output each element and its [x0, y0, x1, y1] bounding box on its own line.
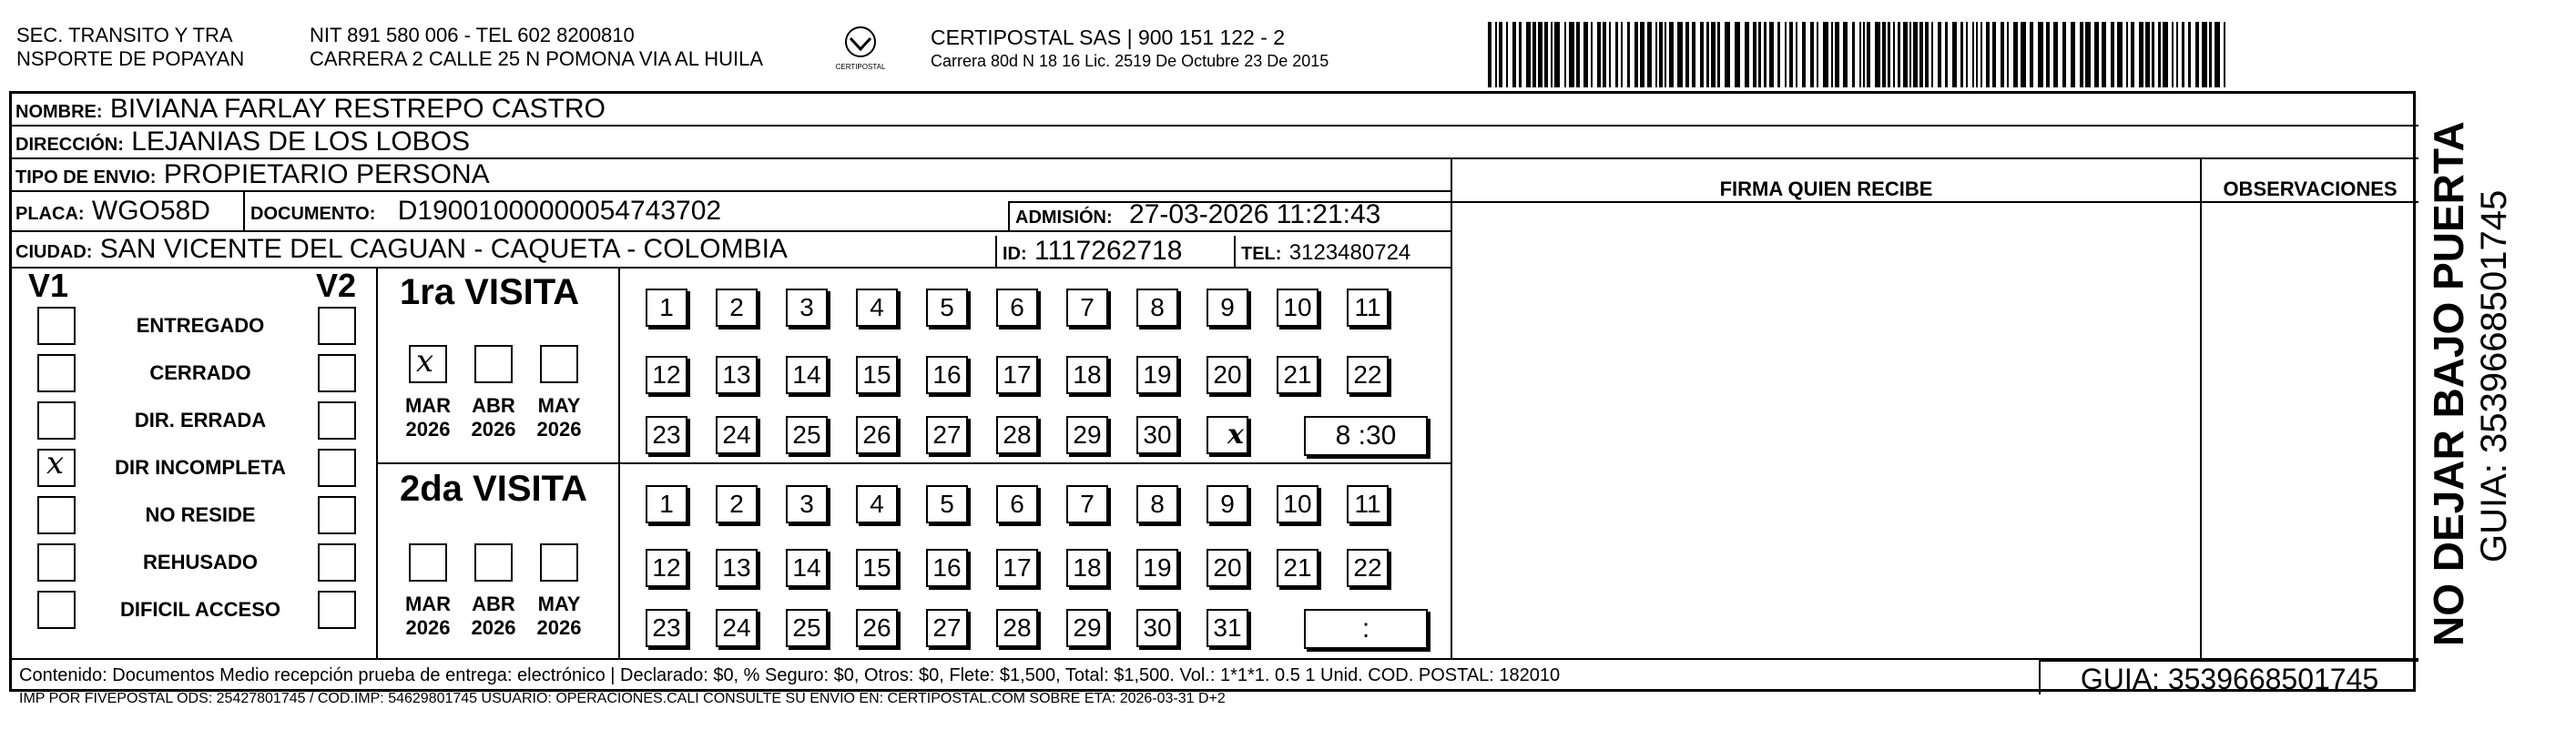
day-box[interactable]: 29: [1066, 609, 1108, 647]
day-box[interactable]: 22: [1347, 356, 1389, 394]
barcode-bar: [1576, 22, 1580, 87]
placa-divider: [243, 192, 245, 230]
day-box[interactable]: 28: [996, 609, 1038, 647]
month-year: 2026: [405, 418, 451, 441]
barcode-bar: [1551, 22, 1553, 87]
barcode-bar: [2013, 22, 2018, 87]
barcode-bar: [1976, 22, 1978, 87]
month-checkbox[interactable]: [474, 543, 513, 582]
barcode-bar: [1882, 22, 1886, 87]
day-box[interactable]: 10: [1277, 485, 1319, 523]
barcode-bar: [1764, 22, 1767, 87]
nombre-value: BIVIANA FARLAY RESTREPO CASTRO: [109, 94, 606, 124]
day-box[interactable]: 18: [1066, 549, 1108, 587]
sender-contact: [310, 24, 838, 71]
barcode-bar: [1802, 22, 1806, 87]
day-box[interactable]: 25: [786, 416, 828, 454]
barcode-bar: [1627, 22, 1630, 87]
barcode-bar: [1711, 22, 1716, 87]
v1-checkbox[interactable]: [37, 445, 76, 487]
barcode-bar: [1758, 22, 1761, 87]
day-box[interactable]: 14: [786, 549, 828, 587]
barcode-bar: [1544, 22, 1548, 87]
day-box[interactable]: 13: [716, 356, 758, 394]
day-box[interactable]: 14: [786, 356, 828, 394]
tel-value: 3123480724: [1288, 240, 1411, 265]
status-label: DIR. ERRADA: [134, 409, 267, 431]
day-box[interactable]: 25: [786, 609, 828, 647]
v1-checkbox[interactable]: [37, 307, 76, 345]
barcode-bar: [1526, 22, 1531, 87]
barcode-bar: [2102, 22, 2106, 87]
barcode-bar: [1499, 22, 1502, 87]
barcode-bar: [1831, 22, 1833, 87]
day-box[interactable]: 8: [1136, 289, 1178, 327]
day-box[interactable]: 6: [996, 289, 1038, 327]
barcode-bar: [1980, 22, 1982, 87]
month-year: 2026: [471, 418, 516, 441]
id-label: ID:: [1003, 244, 1027, 264]
day-box[interactable]: 11: [1347, 485, 1389, 523]
month-label: [468, 394, 519, 441]
barcode-bar: [1938, 22, 1941, 87]
barcode-bar: [1945, 22, 1948, 87]
ciudad-field: [15, 234, 788, 268]
barcode-bar: [1769, 22, 1774, 87]
barcode-bar: [1700, 22, 1704, 87]
day-box[interactable]: 20: [1207, 549, 1248, 587]
day-box[interactable]: 3: [786, 289, 828, 327]
barcode-bar: [1796, 22, 1797, 87]
barcode-bar: [1506, 22, 1508, 87]
barcode-bar: [2215, 22, 2220, 87]
barcode-bar: [1692, 22, 1695, 87]
barcode-bar: [2224, 22, 2225, 87]
day-box-31[interactable]: [1207, 416, 1248, 454]
day-box[interactable]: 27: [926, 609, 968, 647]
logo-text: CERTIPOSTAL: [835, 63, 886, 71]
v2-heading: V2: [316, 267, 357, 304]
barcode-bar: [1925, 22, 1929, 87]
v1-checkbox[interactable]: [37, 591, 76, 629]
documento-value: D19001000000054743702: [397, 196, 722, 226]
barcode-bar: [2021, 22, 2026, 87]
barcode-bar: [1685, 22, 1689, 87]
day-box[interactable]: 23: [646, 416, 687, 454]
day-31-mark: x: [1227, 419, 1244, 451]
observaciones-heading: OBSERVACIONES: [2223, 177, 2398, 200]
barcode-bar: [1863, 22, 1865, 87]
admision-value: 27-03-2026 11:21:43: [1129, 199, 1381, 229]
row-divider: [376, 462, 1451, 464]
month-label: [402, 394, 453, 441]
tipo-label: TIPO DE ENVIO:: [15, 167, 157, 188]
day-box[interactable]: 1: [646, 289, 687, 327]
barcode-bar: [2085, 22, 2091, 87]
barcode-bar: [2030, 22, 2033, 87]
month-name: MAY: [537, 593, 581, 615]
month-year: 2026: [471, 616, 516, 639]
barcode-bar: [1835, 22, 1839, 87]
month-checkbox[interactable]: [409, 345, 447, 383]
day-box[interactable]: 12: [646, 356, 687, 394]
barcode-bar: [2131, 22, 2134, 87]
barcode-bar: [1538, 22, 1543, 87]
barcode-bar: [1495, 22, 1497, 87]
ciudad-label: CIUDAD:: [15, 242, 93, 262]
status-label: ENTREGADO: [136, 314, 265, 337]
barcode-bar: [2007, 22, 2009, 87]
barcode-bar: [1931, 22, 1933, 87]
barcode-bar: [1817, 22, 1818, 87]
barcode-bar: [1888, 22, 1890, 87]
visit1-title: 1ra VISITA: [400, 272, 580, 312]
day-box[interactable]: 24: [716, 609, 758, 647]
placa-value: WGO58D: [91, 196, 210, 226]
barcode-bar: [1706, 22, 1709, 87]
barcode-bar: [2001, 22, 2004, 87]
guia-box: GUIA: 3539668501745: [2039, 660, 2418, 694]
day-box[interactable]: 11: [1347, 289, 1389, 327]
month-checkbox[interactable]: [474, 345, 513, 383]
barcode-bar: [1647, 22, 1652, 87]
carrier-line-2: Carrera 80d N 18 16 Lic. 2519 De Octubre 23 De 2015: [931, 52, 1329, 70]
carrier-line-1: CERTIPOSTAL SAS | 900 151 122 - 2: [931, 25, 1286, 49]
barcode-bar: [1512, 22, 1516, 87]
footer-imp: IMP POR FIVEPOSTAL ODS: 25427801745 / COD.IMP: 54629801745 USUARIO: OPERACIONES.CALI CONSULTE SU ENVIO EN: CERTIPOSTAL.COM SOBRE ETA: 2026-03-31 D+2: [19, 691, 1226, 706]
barcode-bar: [1852, 22, 1855, 87]
barcode-bar: [2188, 22, 2191, 87]
ciudad-value: SAN VICENTE DEL CAGUAN - CAQUETA - COLOMBIA: [99, 234, 788, 264]
barcode-bar: [1655, 22, 1657, 87]
barcode-bar: [1609, 22, 1611, 87]
v1-checkbox[interactable]: [37, 496, 76, 534]
barcode-bar: [1753, 22, 1756, 87]
barcode-bar: [2062, 22, 2066, 87]
barcode-bar: [1583, 22, 1588, 87]
tipo-row: [15, 159, 490, 193]
day-box[interactable]: 3: [786, 485, 828, 523]
month-label: [402, 593, 453, 640]
day-box[interactable]: 13: [716, 549, 758, 587]
tipo-value: PROPIETARIO PERSONA: [163, 159, 490, 189]
v2-checkbox[interactable]: [318, 354, 356, 392]
day-box[interactable]: 24: [716, 416, 758, 454]
barcode-bar: [2139, 22, 2143, 87]
barcode-bar: [2176, 22, 2178, 87]
day-box[interactable]: 5: [926, 289, 968, 327]
barcode-bar: [1785, 22, 1787, 87]
barcode-bar: [1966, 22, 1968, 87]
carrier-block: [931, 25, 1441, 73]
day-box[interactable]: 21: [1277, 549, 1319, 587]
barcode-bar: [2111, 22, 2114, 87]
month-year: 2026: [536, 418, 582, 441]
day-box[interactable]: 2: [716, 485, 758, 523]
v1-checkbox[interactable]: [37, 543, 76, 582]
month-name: MAR: [404, 593, 452, 615]
month-checkbox[interactable]: [540, 543, 578, 582]
barcode-bar: [2202, 22, 2207, 87]
admision-field: [1015, 199, 1380, 233]
day-box[interactable]: 12: [646, 549, 687, 587]
visit2-title: 2da VISITA: [400, 469, 587, 509]
barcode-bar: [1615, 22, 1618, 87]
barcode-bar: [1913, 22, 1918, 87]
day-box[interactable]: 4: [856, 485, 898, 523]
status-label: CERRADO: [149, 361, 251, 384]
barcode-bar: [2182, 22, 2184, 87]
barcode-bar: [2126, 22, 2128, 87]
barcode-bar: [2117, 22, 2123, 87]
barcode-bar: [1893, 22, 1895, 87]
address-line: CARRERA 2 CALLE 25 N POMONA VIA AL HUILA: [310, 47, 764, 70]
nit-line: NIT 891 580 006 - TEL 602 8200810: [310, 24, 635, 46]
sender-line-1: SEC. TRANSITO Y TRA: [16, 24, 233, 46]
barcode-bar: [1867, 22, 1870, 87]
barcode-bar: [1634, 22, 1638, 87]
barcode-bar: [1569, 22, 1574, 87]
month-name: ABR: [472, 593, 515, 615]
barcode-bar: [1909, 22, 1911, 87]
barcode-bar: [2209, 22, 2212, 87]
day-box[interactable]: 31: [1207, 609, 1248, 647]
barcode-bar: [1597, 22, 1601, 87]
day-box[interactable]: 17: [996, 356, 1038, 394]
barcode-bar: [2145, 22, 2150, 87]
month-year: 2026: [536, 616, 582, 639]
day-box[interactable]: 21: [1277, 356, 1319, 394]
barcode-bar: [1677, 22, 1683, 87]
barcode-bar: [1669, 22, 1674, 87]
v2-checkbox[interactable]: [318, 496, 356, 534]
day-box[interactable]: 23: [646, 609, 687, 647]
day-box[interactable]: 10: [1277, 289, 1319, 327]
v2-checkbox[interactable]: [318, 449, 356, 487]
barcode-bar: [1903, 22, 1908, 87]
barcode-bar: [1745, 22, 1749, 87]
sender-block: [16, 24, 290, 71]
day-box[interactable]: 17: [996, 549, 1038, 587]
barcode-bar: [2046, 22, 2050, 87]
barcode-bar: [2158, 22, 2161, 87]
direccion-label: DIRECCIÓN:: [15, 135, 124, 155]
id-field: [1003, 236, 1182, 269]
documento-field: [250, 196, 721, 229]
barcode-bar: [1532, 22, 1536, 87]
day-box[interactable]: 18: [1066, 356, 1108, 394]
barcode-bar: [1875, 22, 1880, 87]
barcode-bar: [1960, 22, 1963, 87]
v2-checkbox[interactable]: [318, 591, 356, 629]
day-box[interactable]: 16: [926, 549, 968, 587]
day-box[interactable]: 16: [926, 356, 968, 394]
day-box[interactable]: 15: [856, 549, 898, 587]
month-name: ABR: [472, 394, 515, 417]
day-box[interactable]: 4: [856, 289, 898, 327]
barcode-bar: [2038, 22, 2043, 87]
month-label: [468, 593, 519, 640]
status-label: DIFICIL ACCESO: [119, 598, 280, 621]
tel-field: [1241, 236, 1410, 269]
barcode: [1488, 22, 2229, 87]
barcode-bar: [1859, 22, 1861, 87]
side-guia: GUIA: 3539668501745: [2474, 189, 2514, 563]
barcode-bar: [2195, 22, 2199, 87]
barcode-bar: [1972, 22, 1974, 87]
firma-area[interactable]: [1452, 203, 2200, 658]
v2-checkbox[interactable]: [318, 307, 356, 345]
day-box[interactable]: 20: [1207, 356, 1248, 394]
barcode-bar: [1843, 22, 1848, 87]
sender-line-2: NSPORTE DE POPAYAN: [16, 47, 245, 70]
barcode-bar: [2163, 22, 2168, 87]
nombre-label: NOMBRE:: [15, 102, 103, 122]
status-label: REHUSADO: [143, 551, 258, 573]
month-label: [534, 394, 585, 441]
tel-label: TEL:: [1241, 244, 1282, 264]
barcode-bar: [2094, 22, 2099, 87]
month-check-mark: x: [416, 343, 434, 380]
barcode-bar: [1591, 22, 1593, 87]
barcode-bar: [2053, 22, 2058, 87]
day-box[interactable]: 15: [856, 356, 898, 394]
month-checkbox[interactable]: [540, 345, 578, 383]
day-box[interactable]: 26: [856, 609, 898, 647]
month-label: [534, 593, 585, 640]
day-box[interactable]: 30: [1136, 609, 1178, 647]
observaciones-area[interactable]: [2202, 203, 2418, 658]
firma-heading: FIRMA QUIEN RECIBE: [1719, 177, 1933, 200]
barcode-bar: [1665, 22, 1666, 87]
month-name: MAR: [404, 394, 452, 417]
delivery-form: [9, 91, 2416, 706]
barcode-bar: [1621, 22, 1623, 87]
barcode-bar: [1564, 22, 1566, 87]
barcode-bar: [1717, 22, 1720, 87]
status-label: DIR INCOMPLETA: [115, 456, 286, 479]
footer-contenido: Contenido: Documentos Medio recepción prueba de entrega: electrónico | Declarado: $0, % Seguro: $0, Otros: $0, Flete: $1,500, Total: $1,500. Vol.: 1*1*1. 0.5 1 Unid. COD. POSTAL: 182010: [19, 665, 1561, 685]
day-box[interactable]: 28: [996, 416, 1038, 454]
barcode-bar: [1789, 22, 1793, 87]
barcode-bar: [1725, 22, 1730, 87]
day-box[interactable]: 27: [926, 416, 968, 454]
placa-label: PLACA:: [15, 204, 85, 224]
barcode-bar: [1986, 22, 1990, 87]
day-box[interactable]: 30: [1136, 416, 1178, 454]
id-value: 1117262718: [1034, 236, 1183, 266]
barcode-bar: [1810, 22, 1814, 87]
documento-label: DOCUMENTO:: [250, 204, 376, 224]
day-box[interactable]: 22: [1347, 549, 1389, 587]
barcode-bar: [1919, 22, 1923, 87]
side-notice: NO DEJAR BAJO PUERTA: [2425, 121, 2472, 646]
v1-checkbox[interactable]: [37, 401, 76, 440]
admision-label: ADMISIÓN:: [1015, 208, 1113, 228]
day-box[interactable]: 1: [646, 485, 687, 523]
time-field[interactable]: 8 :30: [1304, 416, 1428, 456]
barcode-bar: [1952, 22, 1957, 87]
day-box[interactable]: 7: [1066, 485, 1108, 523]
day-box[interactable]: 5: [926, 485, 968, 523]
certipostal-logo: [829, 22, 892, 78]
barcode-bar: [1603, 22, 1606, 87]
v1-check-mark: x: [46, 445, 65, 482]
barcode-bar: [2152, 22, 2154, 87]
day-box[interactable]: 19: [1136, 549, 1178, 587]
status-label: NO RESIDE: [145, 503, 256, 526]
day-box[interactable]: 19: [1136, 356, 1178, 394]
barcode-bar: [1519, 22, 1522, 87]
day-box[interactable]: 7: [1066, 289, 1108, 327]
barcode-bar: [2172, 22, 2174, 87]
barcode-bar: [1823, 22, 1828, 87]
barcode-bar: [1640, 22, 1644, 87]
day-box[interactable]: 26: [856, 416, 898, 454]
month-year: 2026: [405, 616, 451, 639]
day-box[interactable]: 8: [1136, 485, 1178, 523]
day-box[interactable]: 9: [1207, 289, 1248, 327]
time-field[interactable]: :: [1304, 609, 1428, 649]
day-box[interactable]: 2: [716, 289, 758, 327]
direccion-value: LEJANIAS DE LOS LOBOS: [131, 127, 471, 157]
barcode-bar: [2071, 22, 2075, 87]
v1-heading: V1: [28, 267, 69, 304]
v2-checkbox[interactable]: [318, 543, 356, 582]
v2-checkbox[interactable]: [318, 401, 356, 440]
day-box[interactable]: 6: [996, 485, 1038, 523]
barcode-bar: [1735, 22, 1740, 87]
barcode-bar: [1659, 22, 1663, 87]
barcode-bar: [1777, 22, 1780, 87]
direccion-row: [15, 127, 470, 160]
day-box[interactable]: 9: [1207, 485, 1248, 523]
barcode-bar: [1554, 22, 1560, 87]
v1-checkbox[interactable]: [37, 354, 76, 392]
barcode-bar: [1992, 22, 1996, 87]
placa-field: [15, 196, 210, 229]
day-box[interactable]: 29: [1066, 416, 1108, 454]
nombre-row: [15, 94, 606, 127]
barcode-bar: [1488, 22, 1492, 87]
month-name: MAY: [537, 394, 581, 417]
barcode-bar: [1898, 22, 1900, 87]
barcode-bar: [2080, 22, 2083, 87]
month-checkbox[interactable]: [409, 543, 447, 582]
